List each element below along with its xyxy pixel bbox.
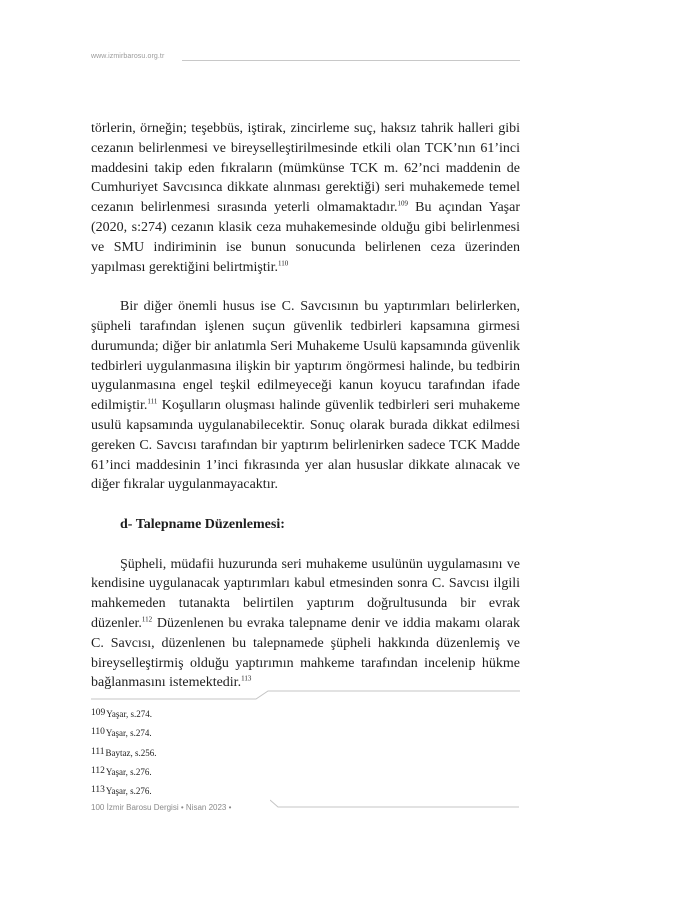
- footnotes: [91, 707, 491, 803]
- page-number: 100: [91, 803, 105, 812]
- footnote-text: Yaşar, s.274.: [106, 709, 152, 719]
- footer-separator: •: [180, 803, 184, 812]
- paragraph-text: Bu açından Yaşar (2020, s:274) cezanın klasik ceza muhakemesinde olduğu gibi belirlenmesi ve SMU indiriminin ise bunun sonucunda belirlenen ceza üzerinden yapılması gerektiğini belirtmiştir.: [91, 200, 520, 275]
- footnote-item: [91, 765, 491, 784]
- footnote-ref[interactable]: 110: [278, 258, 289, 267]
- header-rule: [182, 60, 520, 61]
- paragraph-text: Şüpheli, müdafii huzurunda seri muhakeme usulünün uygulamasını ve kendisine uygulanacak yaptırımları kabul etmesinden sonra C. Savcısı ilgili mahkemeden tutanakta belirtilen yaptırım doğrultusunda bir evrak düzenler.: [91, 556, 520, 631]
- footnote-number: 110: [91, 727, 105, 738]
- footnote-text: Yaşar, s.276.: [105, 766, 152, 777]
- paragraph-text: Koşulların oluşması halinde güvenlik tedbirleri seri muhakeme usulü kapsamında uygulanabilecektir. Sonuç olarak burada dikkat edilmesi gereken C. Savcısı tarafından bir yaptırım belirlenirken sadece TCK Madde 61’inci maddesinin 1’inci fıkrasında yer alan hususlar dikkate alınacak ve diğer fıkralar uygulanmayacaktır.: [91, 398, 520, 493]
- footnote-text: Yaşar, s.276.: [105, 786, 152, 797]
- journal-name: İzmir Barosu Dergisi: [106, 803, 179, 812]
- footnote-number: 109: [91, 708, 106, 718]
- footnote-ref[interactable]: 111: [147, 397, 158, 406]
- footnote-ref[interactable]: 109: [397, 199, 408, 208]
- paragraph-text: Düzenlenen bu evraka talepname denir ve iddia makamı olarak C. Savcısı, düzenlenen bu talepnamede şüpheli hakkında düzenlemiş ve bireyselleştirmiş olduğu yaptırımın mahkeme tarafından incelenip hükme bağlanmasını istemektedir.: [91, 615, 520, 691]
- paragraph-gap: [91, 535, 520, 555]
- footnote-text: Yaşar, s.274.: [105, 728, 152, 739]
- section-heading: d- Talepname Düzenlemesi:: [120, 516, 285, 532]
- footnote-separator: [91, 690, 521, 700]
- page-footer: [91, 803, 231, 812]
- footnote-number: 113: [91, 785, 105, 796]
- footnote-item: [91, 746, 491, 765]
- paragraph-text: törlerin, örneğin; teşebbüs, iştirak, zincirleme suç, haksız tahrik halleri gibi cezanın belirlenmesi ve bireyselleştirilmesinde etkili olan TCK’nın 61’inci maddesini takip eden fıkraların (mümkünse TCK m. 62’nci maddenin de Cumhuriyet Savcısınca dikkate alınması gerektiği) seri muhakemede temel cezanın belirlenmesi sırasında yeterli olmamaktadır.: [91, 121, 520, 216]
- issue-date: Nisan 2023: [185, 803, 227, 812]
- body-paragraph: [91, 555, 520, 694]
- footnote-ref[interactable]: 113: [241, 674, 252, 683]
- footnote-item: [91, 726, 491, 745]
- paragraph-gap: [91, 495, 520, 515]
- paragraph-text: Bir diğer önemli husus ise C. Savcısının bu yaptırımları belirlerken, şüpheli tarafından işlenen suçun güvenlik tedbirleri kapsamına girmesi durumunda; diğer bir anlatımla Seri Muhakeme Usulü kapsamında güvenlik tedbirleri uygulanmasına ilişkin bir yaptırım öngörmesi halinde, bu tedbirin uygulanmasına engel teşkil edilmeyeceği kanun koyucu tarafından ifade edilmiştir.: [91, 299, 520, 414]
- paragraph-gap: [91, 277, 520, 297]
- footnote-number: 112: [91, 765, 105, 776]
- footnote-ref[interactable]: 112: [141, 615, 153, 624]
- body-paragraph: [91, 119, 520, 277]
- footnote-number: 111: [91, 746, 105, 757]
- footer-rule: [270, 799, 520, 809]
- body-paragraph: [91, 297, 520, 495]
- footer-separator-end: •: [228, 803, 232, 812]
- footnote-item: [91, 707, 491, 726]
- header-url: www.izmirbarosu.org.tr: [91, 53, 165, 60]
- article-body: [91, 119, 520, 693]
- footnote-text: Baytaz, s.256.: [105, 747, 157, 758]
